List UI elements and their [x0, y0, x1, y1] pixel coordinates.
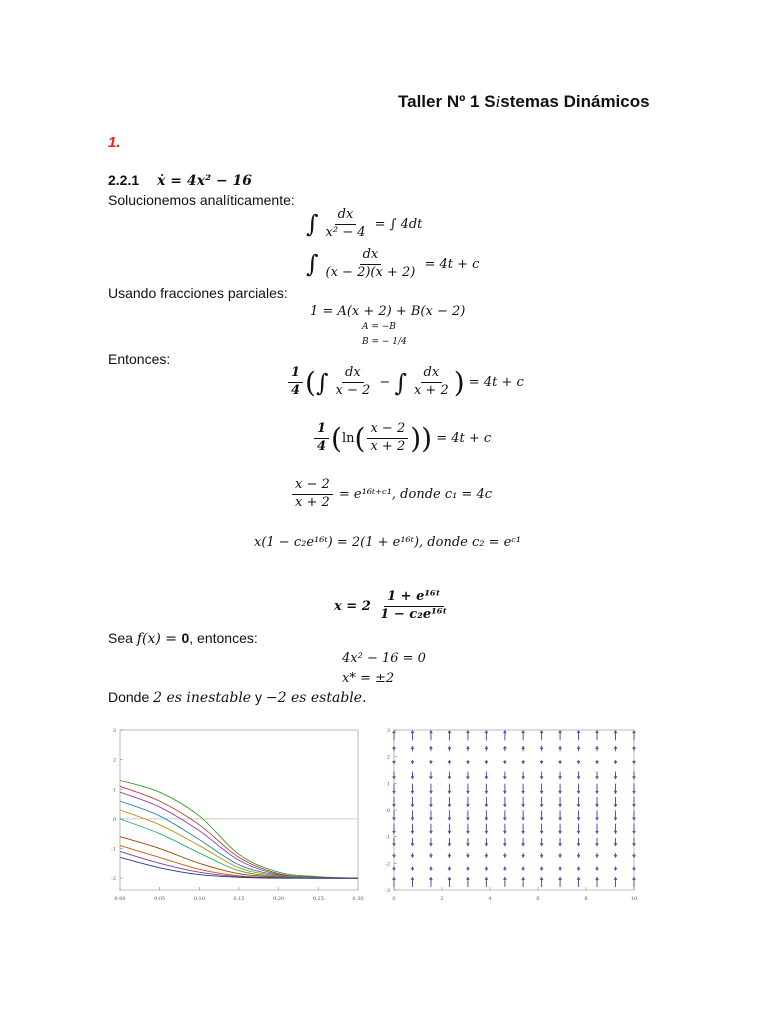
- question-number: 1.: [108, 134, 121, 151]
- vector-arrowhead: [392, 855, 395, 858]
- vector-arrowhead: [577, 831, 580, 834]
- vector-arrowhead: [448, 804, 451, 807]
- vector-arrowhead: [485, 877, 488, 880]
- vector-arrowhead: [466, 843, 469, 846]
- vector-arrowhead: [429, 877, 432, 880]
- vector-arrowhead: [522, 843, 525, 846]
- vector-arrowhead: [595, 746, 598, 749]
- vector-arrowhead: [411, 831, 414, 834]
- vector-arrowhead: [614, 730, 617, 733]
- y-tick-label: 2: [386, 754, 390, 761]
- vector-arrowhead: [558, 818, 561, 821]
- section-equation: ẋ = 4x² − 16: [157, 173, 253, 189]
- vector-arrowhead: [485, 831, 488, 834]
- vector-arrowhead: [577, 855, 580, 858]
- vector-arrowhead: [411, 877, 414, 880]
- vector-arrowhead: [522, 867, 525, 870]
- vector-arrowhead: [632, 818, 635, 821]
- x-tick-label: 0.15: [233, 896, 245, 902]
- x-tick-label: 0.20: [273, 896, 285, 902]
- y-tick-label: -2: [385, 861, 390, 868]
- vector-arrowhead: [429, 746, 432, 749]
- vector-arrowhead: [466, 855, 469, 858]
- vector-arrowhead: [614, 746, 617, 749]
- vector-arrowhead: [595, 777, 598, 780]
- vector-arrowhead: [466, 877, 469, 880]
- vector-arrowhead: [632, 877, 635, 880]
- vector-arrowhead: [614, 877, 617, 880]
- vector-arrowhead: [540, 746, 543, 749]
- vector-arrowhead: [448, 818, 451, 821]
- vector-arrowhead: [558, 877, 561, 880]
- series-line-5: [120, 819, 358, 878]
- vector-arrowhead: [503, 746, 506, 749]
- vector-arrowhead: [392, 777, 395, 780]
- vector-arrowhead: [503, 843, 506, 846]
- equation-4: $\frac{1}{4}$ (∫ $\frac{dx}{x - 2}$ − ∫ $\frac{dx}{x + 2}$ ) = 4t + c: [286, 366, 524, 399]
- vector-arrowhead: [632, 730, 635, 733]
- vector-arrowhead: [577, 843, 580, 846]
- vector-arrowhead: [577, 777, 580, 780]
- vector-arrowhead: [595, 843, 598, 846]
- vector-arrowhead: [595, 761, 598, 764]
- vector-arrowhead: [485, 730, 488, 733]
- vector-arrowhead: [522, 730, 525, 733]
- equation-9: 4x² − 16 = 0: [342, 651, 426, 666]
- vector-arrowhead: [429, 855, 432, 858]
- vector-arrowhead: [466, 730, 469, 733]
- vector-arrowhead: [503, 831, 506, 834]
- equation-3a: A = −B: [362, 322, 396, 332]
- vector-arrowhead: [632, 791, 635, 794]
- vector-arrowhead: [503, 730, 506, 733]
- vector-arrowhead: [614, 804, 617, 807]
- vector-arrowhead: [522, 831, 525, 834]
- vector-arrowhead: [466, 818, 469, 821]
- vector-arrowhead: [540, 855, 543, 858]
- vector-arrowhead: [522, 804, 525, 807]
- vector-arrowhead: [503, 855, 506, 858]
- vector-arrowhead: [392, 804, 395, 807]
- vector-arrowhead: [540, 867, 543, 870]
- vector-arrowhead: [558, 804, 561, 807]
- vector-arrowhead: [522, 777, 525, 780]
- vector-arrowhead: [522, 855, 525, 858]
- vector-arrowhead: [392, 867, 395, 870]
- vector-arrowhead: [448, 867, 451, 870]
- vector-arrowhead: [540, 730, 543, 733]
- x-tick-label: 6: [536, 896, 540, 902]
- vector-arrowhead: [632, 777, 635, 780]
- vector-arrowhead: [411, 855, 414, 858]
- vector-arrowhead: [503, 791, 506, 794]
- vector-arrowhead: [614, 855, 617, 858]
- series-line-0: [120, 780, 358, 878]
- vector-arrowhead: [522, 746, 525, 749]
- vector-arrowhead: [466, 867, 469, 870]
- vector-arrowhead: [429, 730, 432, 733]
- vector-arrowhead: [429, 818, 432, 821]
- vector-arrowhead: [411, 746, 414, 749]
- vector-arrowhead: [503, 818, 506, 821]
- vector-arrowhead: [392, 746, 395, 749]
- vector-arrowhead: [485, 855, 488, 858]
- y-tick-label: 2: [112, 757, 116, 764]
- vector-arrowhead: [392, 818, 395, 821]
- vector-arrowhead: [411, 761, 414, 764]
- vector-arrowhead: [448, 791, 451, 794]
- section-heading: [108, 172, 252, 189]
- vector-arrowhead: [540, 831, 543, 834]
- vector-arrowhead: [614, 818, 617, 821]
- vector-arrowhead: [577, 877, 580, 880]
- vector-arrowhead: [558, 843, 561, 846]
- vector-arrowhead: [429, 791, 432, 794]
- sea-text: Sea f(x) = 0, entonces:: [108, 630, 258, 647]
- vector-arrowhead: [392, 730, 395, 733]
- page-title: Taller Nº 1 Sistemas Dinámicos: [398, 92, 650, 111]
- vector-arrowhead: [632, 804, 635, 807]
- vector-arrowhead: [503, 761, 506, 764]
- y-tick-label: -3: [385, 888, 390, 894]
- vector-arrowhead: [540, 877, 543, 880]
- plot-frame: [120, 730, 358, 890]
- vector-arrowhead: [595, 867, 598, 870]
- vector-arrowhead: [411, 867, 414, 870]
- vector-arrowhead: [614, 761, 617, 764]
- vector-arrowhead: [558, 761, 561, 764]
- vector-arrowhead: [485, 843, 488, 846]
- vector-arrowhead: [614, 867, 617, 870]
- vector-arrowhead: [392, 831, 395, 834]
- vector-arrowhead: [540, 791, 543, 794]
- y-tick-label: -1: [111, 846, 116, 853]
- vector-arrowhead: [614, 843, 617, 846]
- x-tick-label: 2: [440, 896, 444, 902]
- equation-8: x = 2 $\frac{\text{1 + e¹⁶ᵗ}}{\text{1 − c₂e¹⁶ᵗ}}$: [334, 589, 448, 622]
- y-tick-label: 0: [386, 808, 390, 814]
- vector-arrowhead: [558, 730, 561, 733]
- series-line-4: [120, 810, 358, 878]
- vector-arrowhead: [448, 746, 451, 749]
- vector-arrowhead: [577, 761, 580, 764]
- vector-arrowhead: [632, 855, 635, 858]
- vector-arrowhead: [485, 746, 488, 749]
- vector-arrowhead: [540, 818, 543, 821]
- vector-arrowhead: [540, 777, 543, 780]
- x-tick-label: 0.30: [352, 896, 364, 902]
- vector-arrowhead: [485, 761, 488, 764]
- vector-arrowhead: [448, 877, 451, 880]
- x-tick-label: 0.05: [154, 896, 166, 902]
- equation-3: 1 = A(x + 2) + B(x − 2): [310, 304, 466, 319]
- x-tick-label: 8: [584, 896, 588, 902]
- vector-arrowhead: [632, 867, 635, 870]
- then-text: Entonces:: [108, 351, 171, 367]
- vector-arrowhead: [595, 804, 598, 807]
- y-tick-label: 3: [386, 728, 390, 734]
- vector-arrowhead: [503, 777, 506, 780]
- vector-arrowhead: [429, 761, 432, 764]
- x-tick-label: 0.10: [193, 896, 205, 902]
- vector-arrowhead: [614, 791, 617, 794]
- vector-arrowhead: [558, 831, 561, 834]
- vector-arrowhead: [595, 831, 598, 834]
- vector-arrowhead: [558, 746, 561, 749]
- equation-1: ∫ $\frac{dx}{\text{x² − 4}}$ = ∫ 4dt: [306, 207, 423, 240]
- vector-arrowhead: [614, 777, 617, 780]
- vector-arrowhead: [632, 761, 635, 764]
- equation-2: ∫ $\frac{dx}{(x - 2)(x + 2)}$ = 4t + c: [306, 247, 480, 280]
- vector-arrowhead: [466, 831, 469, 834]
- y-tick-label: -2: [111, 876, 116, 883]
- vector-arrowhead: [411, 804, 414, 807]
- x-tick-label: 0.25: [312, 896, 324, 902]
- y-tick-label: -1: [385, 834, 390, 841]
- vector-arrowhead: [503, 877, 506, 880]
- y-tick-label: 3: [112, 728, 116, 734]
- vector-arrowhead: [485, 777, 488, 780]
- vector-arrowhead: [522, 791, 525, 794]
- vector-arrowhead: [632, 746, 635, 749]
- vector-arrowhead: [577, 818, 580, 821]
- x-tick-label: 4: [488, 896, 492, 902]
- vector-arrowhead: [485, 867, 488, 870]
- vector-arrowhead: [429, 867, 432, 870]
- vector-arrowhead: [558, 867, 561, 870]
- vector-arrowhead: [614, 831, 617, 834]
- x-tick-label: 0.00: [114, 896, 126, 902]
- x-tick-label: 10: [630, 896, 638, 902]
- vector-arrowhead: [558, 777, 561, 780]
- vector-arrowhead: [522, 761, 525, 764]
- y-tick-label: 1: [112, 787, 116, 794]
- vector-arrowhead: [466, 777, 469, 780]
- vector-field-chart: [380, 722, 640, 907]
- vector-arrowhead: [392, 761, 395, 764]
- equation-6: $\frac{x - 2}{x + 2}$ = e¹⁶ᵗ⁺ᶜ¹, donde c₁ = 4c: [290, 478, 492, 511]
- y-tick-label: 1: [386, 781, 390, 788]
- vector-arrowhead: [411, 791, 414, 794]
- vector-arrowhead: [503, 867, 506, 870]
- equation-7: x(1 − c₂e¹⁶ᵗ) = 2(1 + e¹⁶ᵗ), donde c₂ = eᶜ¹: [254, 535, 522, 550]
- vector-arrowhead: [485, 804, 488, 807]
- vector-arrowhead: [429, 843, 432, 846]
- vector-arrowhead: [595, 855, 598, 858]
- vector-arrowhead: [466, 761, 469, 764]
- vector-arrowhead: [540, 761, 543, 764]
- vector-arrowhead: [411, 777, 414, 780]
- vector-arrowhead: [595, 818, 598, 821]
- vector-arrowhead: [392, 843, 395, 846]
- vector-arrowhead: [411, 818, 414, 821]
- vector-arrowhead: [466, 746, 469, 749]
- vector-arrowhead: [558, 855, 561, 858]
- vector-arrowhead: [595, 791, 598, 794]
- vector-arrowhead: [595, 877, 598, 880]
- vector-arrowhead: [577, 746, 580, 749]
- vector-arrowhead: [448, 831, 451, 834]
- vector-arrowhead: [577, 804, 580, 807]
- vector-arrowhead: [466, 791, 469, 794]
- vector-arrowhead: [411, 730, 414, 733]
- section-number: 2.2.1: [108, 172, 140, 188]
- solve-text: Solucionemos analíticamente:: [108, 192, 295, 208]
- vector-arrowhead: [392, 791, 395, 794]
- vector-arrowhead: [485, 818, 488, 821]
- x-tick-label: 0: [392, 896, 396, 902]
- vector-arrowhead: [522, 877, 525, 880]
- equation-5: $\frac{1}{4}$ (ln( $\frac{x - 2}{x + 2}$ )) = 4t + c: [312, 422, 491, 455]
- equation-3b: B = − 1/4: [362, 337, 407, 347]
- vector-arrowhead: [632, 831, 635, 834]
- vector-arrowhead: [522, 818, 525, 821]
- vector-arrowhead: [429, 777, 432, 780]
- vector-arrowhead: [632, 843, 635, 846]
- vector-arrowhead: [466, 804, 469, 807]
- vector-arrowhead: [558, 791, 561, 794]
- vector-arrowhead: [448, 730, 451, 733]
- vector-arrowhead: [429, 831, 432, 834]
- vector-arrowhead: [448, 843, 451, 846]
- vector-arrowhead: [392, 877, 395, 880]
- solution-curves-chart: [104, 722, 364, 907]
- vector-arrowhead: [577, 730, 580, 733]
- partial-text: Usando fracciones parciales:: [108, 285, 288, 301]
- vector-arrowhead: [411, 843, 414, 846]
- equation-10: x* = ±2: [342, 671, 395, 686]
- plot-frame: [394, 730, 634, 890]
- donde-text: Donde 2 es inestable y −2 es estable.: [108, 689, 367, 706]
- vector-arrowhead: [540, 804, 543, 807]
- vector-arrowhead: [485, 791, 488, 794]
- vector-arrowhead: [448, 855, 451, 858]
- vector-arrowhead: [448, 777, 451, 780]
- vector-arrowhead: [577, 791, 580, 794]
- vector-arrowhead: [577, 867, 580, 870]
- vector-arrowhead: [503, 804, 506, 807]
- vector-arrowhead: [429, 804, 432, 807]
- vector-arrowhead: [595, 730, 598, 733]
- vector-arrowhead: [540, 843, 543, 846]
- vector-arrowhead: [448, 761, 451, 764]
- y-tick-label: 0: [112, 816, 116, 823]
